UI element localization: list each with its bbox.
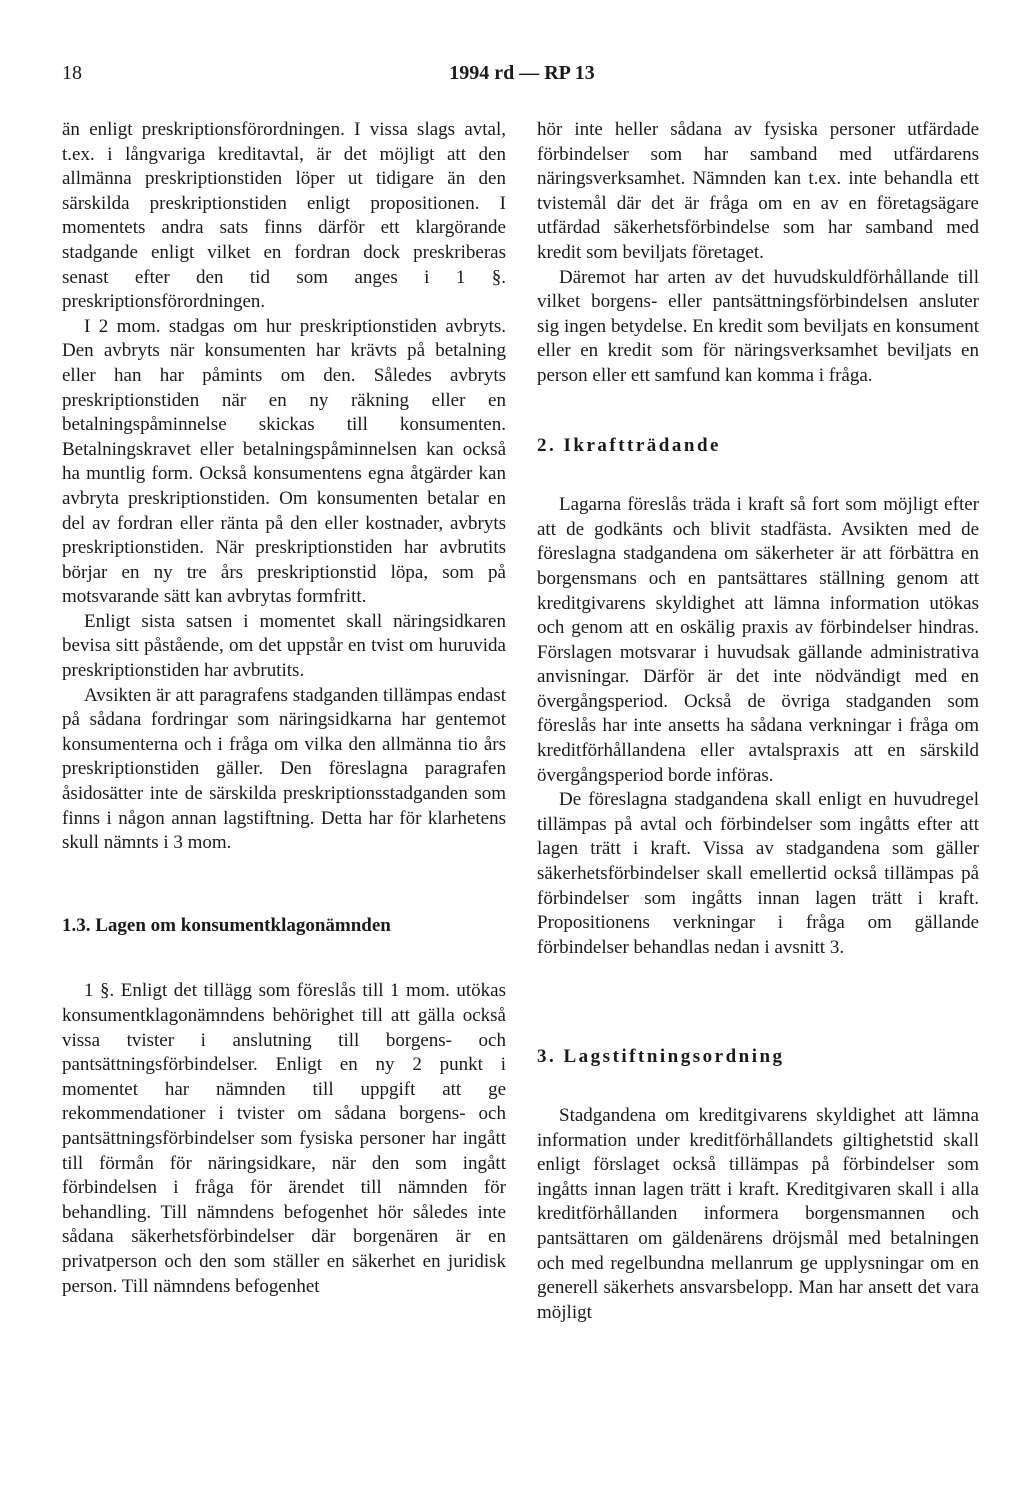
paragraph: I 2 mom. stadgas om hur preskriptionstiden avbryts. Den avbryts när konsumenten har krävts på betalning eller han har påmints om den. Således avbryts preskriptionstiden när en ny räkning eller en betalningspåminnelse skickas till konsumenten. Betalningskravet eller betalningspåminnelsen kan också ha muntlig form. Också konsumentens egna åtgärder kan avbryta preskriptionstiden. Om konsumenten betalar en del av fordran eller ränta på den eller kostnader, avbryts preskriptionstiden. När preskriptionstiden har avbrutits börjar en ny tre års preskriptionstid löpa, som på motsvarande sätt kan avbrytas formfritt.: [62, 315, 506, 608]
paragraph: Avsikten är att paragrafens stadganden tillämpas endast på sådana fordringar som näringsidkarna har gentemot konsumenterna och i fråga om vilka den allmänna tio års preskriptionstiden gäller. Den föreslagna paragrafen åsidosätter inte de särskilda preskriptionsstadganden som finns i någon annan lagstiftning. Detta har för klarhetens skull nämnts i 3 mom.: [62, 684, 506, 854]
section-heading-2: 2. Ikraftträdande: [537, 434, 721, 456]
right-column: [537, 118, 979, 1325]
paragraph: Enligt sista satsen i momentet skall näringsidkaren bevisa sitt påstående, om det uppstår en tvist om huruvida preskriptionstiden har avbrutits.: [62, 610, 506, 682]
paragraph: Lagarna föreslås träda i kraft så fort som möjligt efter att de godkänts och blivit stadfästa. Avsikten med de föreslagna stadgandena om säkerheter är att förbättra en borgensmans och en pantsättares ställning genom att kreditgivarens skyldighet att lämna information utökas och genom att en oskälig praxis av förbindelser hindras. Förslagen motsvarar i huvudsak gällande administrativa anvisningar. Därför är det inte nödvändigt med en övergångsperiod. Också de övriga stadganden som föreslås har inte ansetts ha sådana verkningar i fråga om kreditförhållandena eller avtalspraxis att en särskild övergångsperiod borde införas.: [537, 494, 979, 786]
left-column: [62, 118, 506, 1299]
paragraph: än enligt preskriptionsförordningen. I vissa slags avtal, t.ex. i långvariga kreditavtal, är det möjligt att den allmänna preskriptionstiden löper ut tidigare än den särskilda preskriptionstiden enligt propositionen. I momentets andra sats finns därför ett klargörande stadgande enligt vilket en fordran dock preskriberas senast efter den tid som anges i 1 §. preskriptionsförordningen.: [62, 119, 506, 313]
paragraph: hör inte heller sådana av fysiska personer utfärdade förbindelser som har samband med utfärdarens näringsverksamhet. Nämnden kan t.ex. inte behandla ett tvistemål där det är fråga om en av en företagsägare utfärdad säkerhetsförbindelse som har samband med kredit som beviljats företaget.: [537, 119, 979, 263]
section-heading-1-3: 1.3. Lagen om konsumentklagonämnden: [62, 914, 391, 936]
paragraph: Stadgandena om kreditgivarens skyldighet att lämna information under kreditförhållandets giltighetstid skall enligt förslaget också tillämpas på förbindelser som ingåtts innan lagen trätt i kraft. Kreditgivaren skall i alla kreditförhållanden informera borgensmannen och pantsättaren om gäldenärens dröjsmål med betalningen och med regelbundna mellanrum ge upplysningar om en generell säkerhets ansvarsbelopp. Man har ansett det vara möjligt: [537, 1105, 979, 1323]
paragraph: 1 §. Enligt det tillägg som föreslås till 1 mom. utökas konsumentklagonämndens behörighet till att gälla också vissa tvister i anslutning till borgens- och pantsättningsförbindelser. Enligt en ny 2 punkt i momentet har nämnden till uppgift att ge rekommendationer i tvister om sådana borgens- och pantsättningsförbindelser som fysiska personer har ingått till förmån för näringsidkare, när den som ingått förbindelsen i fråga för ärendet till nämnden för behandling. Till nämndens befogenhet hör således inte sådana säkerhetsförbindelser där borgenären är en privatperson och den som ställer en säkerhet en juridisk person. Till nämndens befogenhet: [62, 980, 506, 1297]
paragraph: Däremot har arten av det huvudskuldförhållande till vilket borgens- eller pantsättningsförbindelsen ansluter sig ingen betydelse. En kredit som beviljats en konsument eller en kredit som för näringsverksamhet beviljats en person eller ett samfund kan komma i fråga.: [537, 266, 979, 386]
document-reference: 1994 rd — RP 13: [449, 62, 595, 84]
section-heading-3: 3. Lagstiftningsordning: [537, 1046, 785, 1068]
page-header: [62, 62, 982, 92]
paragraph: De föreslagna stadgandena skall enligt en huvudregel tillämpas på avtal och förbindelser som ingåtts efter att lagen trätt i kraft. Vissa av stadgandena som gäller säkerhetsförbindelser skall emellertid också tillämpas på förbindelser som ingåtts innan lagen trätt i kraft. Propositionens verkningar i fråga om gällande förbindelser behandlas nedan i avsnitt 3.: [537, 789, 979, 958]
page-number: 18: [62, 62, 82, 84]
